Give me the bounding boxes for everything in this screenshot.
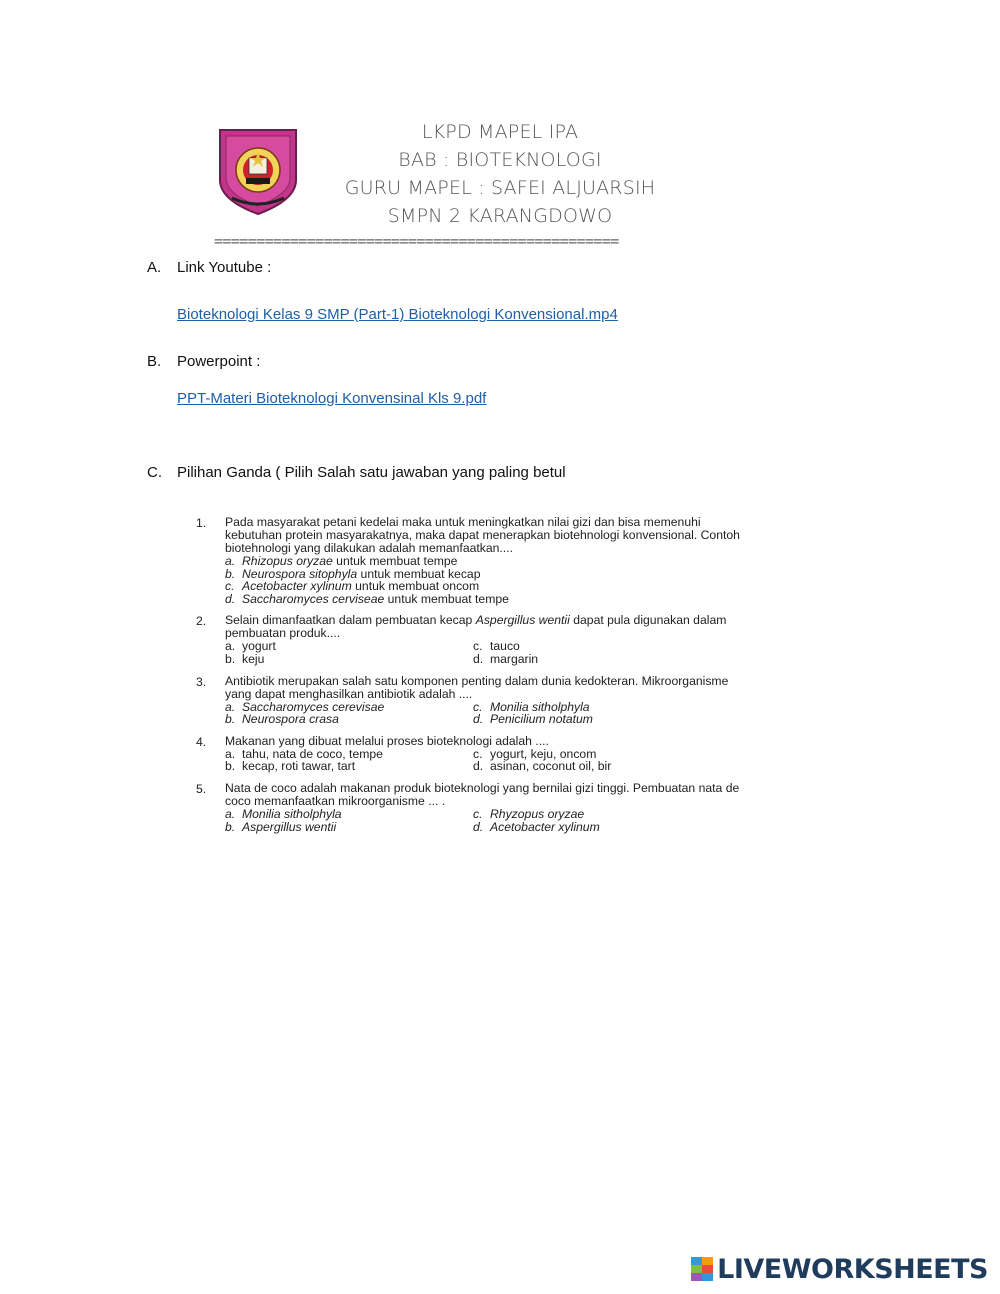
option-a: a. tahu, nata de coco, tempe xyxy=(225,746,383,761)
powerpoint-link[interactable]: PPT-Materi Bioteknologi Konvensinal Kls 9.pdf xyxy=(177,390,487,407)
question-text: kebutuhan protein masyarakatnya, maka dapat menerapkan biotehnologi konvensional. Contoh xyxy=(225,528,740,542)
section-c-heading xyxy=(147,464,566,481)
option-a: a. Rhizopus oryzae untuk membuat tempe xyxy=(225,554,458,568)
question-text: Makanan yang dibuat melalui proses bioteknologi adalah .... xyxy=(225,733,549,748)
question-text: biotehnologi yang dilakukan adalah memanfaatkan.... xyxy=(225,541,513,555)
question-number: 2. xyxy=(196,614,207,629)
multiple-choice-questions xyxy=(196,516,866,842)
option-c: c. yogurt, keju, oncom xyxy=(473,746,597,761)
question-4 xyxy=(196,735,866,773)
section-b-heading xyxy=(147,353,260,370)
youtube-link[interactable]: Bioteknologi Kelas 9 SMP (Part-1) Bioteknologi Konvensional.mp4 xyxy=(177,306,618,323)
option-c: c. tauco xyxy=(473,639,520,654)
section-a-letter: A. xyxy=(147,259,162,276)
question-text: Pada masyarakat petani kedelai maka untuk meningkatkan nilai gizi dan bisa memenuhi xyxy=(225,515,701,529)
question-text: yang dapat menghasilkan antibiotik adalah .... xyxy=(225,686,473,701)
liveworksheets-brand[interactable] xyxy=(691,1252,988,1286)
option-c: c. Monilia sitholphyla xyxy=(473,699,590,714)
brand-name: LIVEWORKSHEETS xyxy=(717,1253,988,1285)
question-number: 5. xyxy=(196,781,207,796)
option-d: d. asinan, coconut oil, bir xyxy=(473,759,612,774)
option-b: b. Aspergillus wentii xyxy=(225,819,337,834)
section-b-letter: B. xyxy=(147,353,162,370)
section-a-heading xyxy=(147,259,271,276)
liveworksheets-logo-icon xyxy=(691,1257,713,1281)
document-header xyxy=(300,118,700,230)
question-text: Nata de coco adalah makanan produk bioteknologi yang bernilai gizi tinggi. Pembuatan nata de xyxy=(225,780,740,795)
question-3 xyxy=(196,675,866,726)
option-a: a. yogurt xyxy=(225,639,276,654)
option-b: b. Neurospora sitophyla untuk membuat kecap xyxy=(225,566,481,581)
question-number: 4. xyxy=(196,734,207,749)
question-2 xyxy=(196,614,866,665)
header-title: LKPD MAPEL IPA xyxy=(421,121,579,143)
header-school: SMPN 2 KARANGDOWO xyxy=(387,205,613,227)
header-separator: ================================================ xyxy=(214,232,619,250)
option-c: c. Acetobacter xylinum untuk membuat oncom xyxy=(225,579,480,594)
option-b: b. kecap, roti tawar, tart xyxy=(225,759,356,774)
question-number: 3. xyxy=(196,674,207,689)
option-d: d. Saccharomyces cerviseae untuk membuat tempe xyxy=(225,591,509,606)
question-text: coco memanfaatkan mikroorganisme ... . xyxy=(225,793,446,808)
option-d: d. margarin xyxy=(473,651,539,666)
question-number: 1. xyxy=(196,516,207,530)
option-d: d. Penicilium notatum xyxy=(473,712,593,727)
header-chapter: BAB : BIOTEKNOLOGI xyxy=(398,149,602,171)
question-5 xyxy=(196,782,866,833)
question-text: Selain dimanfaatkan dalam pembuatan kecap Aspergillus wentii dapat pula digunakan dalam xyxy=(225,613,727,628)
question-1 xyxy=(196,516,866,605)
question-text: Antibiotik merupakan salah satu komponen penting dalam dunia kedokteran. Mikroorganisme xyxy=(225,673,729,688)
option-b: b. keju xyxy=(225,651,265,666)
option-b: b. Neurospora crasa xyxy=(225,712,339,727)
section-c-label: Pilihan Ganda ( Pilih Salah satu jawaban yang paling betul xyxy=(177,464,566,481)
header-teacher: GURU MAPEL : SAFEI ALJUARSIH xyxy=(344,177,656,199)
section-b-label: Powerpoint : xyxy=(177,353,261,370)
section-a-label: Link Youtube : xyxy=(177,259,272,276)
question-text: pembuatan produk.... xyxy=(225,626,341,641)
option-a: a. Monilia sitholphyla xyxy=(225,806,342,821)
school-emblem-icon xyxy=(218,128,298,216)
option-d: d. Acetobacter xylinum xyxy=(473,819,600,834)
option-c: c. Rhyzopus oryzae xyxy=(473,806,585,821)
section-c-letter: C. xyxy=(147,464,162,481)
option-a: a. Saccharomyces cerevisae xyxy=(225,699,385,714)
